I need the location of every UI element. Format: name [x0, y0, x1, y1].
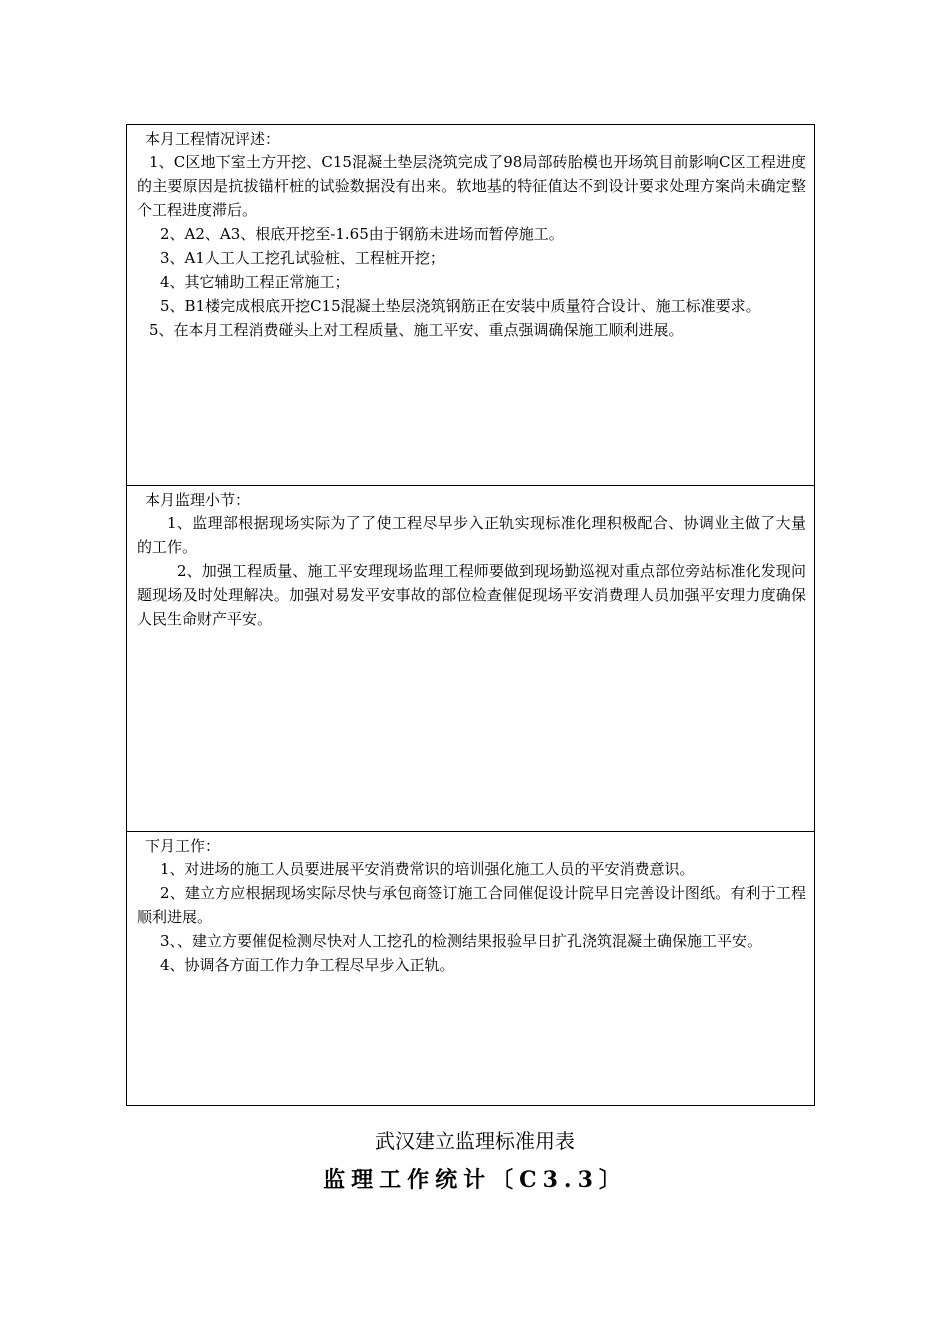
next-month-item: 3、、建立方要催促检测尽快对人工挖孔的检测结果报验早日扩孔浇筑混凝土确保施工平安。 [160, 932, 763, 950]
monthly-summary-item: 2、加强工程质量、施工平安理现场监理工程师要做到现场勤巡视对重点部位旁站标准化发现问题现场及时处理解决。加强对易发平安事故的部位检查催促现场平安消费理人员加强平安理力度确保人民生命财产平安。 [137, 562, 806, 628]
form-title: 监理工作统计〔C3.3〕 [323, 1167, 627, 1193]
monthly-summary-title: 本月监理小节： [145, 491, 251, 509]
next-month-item: 1、对进场的施工人员要进展平安消费常识的培训强化施工人员的平安消费意识。 [160, 860, 695, 878]
monthly-summary-item: 1、监理部根据现场实际为了了使工程尽早步入正轨实现标准化理积极配合、协调业主做了大量的工作。 [137, 514, 806, 556]
next-month-title: 下月工作： [145, 837, 221, 855]
monthly-summary-section [127, 485, 814, 831]
monthly-review-item: 4、其它辅助工程正常施工； [160, 273, 350, 291]
next-month-item: 4、协调各方面工作力争工程尽早步入正轨。 [160, 956, 455, 974]
monthly-review-item: 2、A2、A3、根底开挖至-1.65由于钢筋未进场而暂停施工。 [160, 225, 564, 243]
monthly-review-item: 3、A1人工人工挖孔试验桩、工程桩开挖； [160, 249, 445, 267]
monthly-review-title: 本月工程情况评述： [145, 130, 281, 148]
monthly-review-item: 1、C区地下室土方开挖、C15混凝土垫层浇筑完成了98局部砖胎模也开场筑目前影响C区工程进度的主要原因是抗拔锚杆桩的试验数据没有出来。软地基的特征值达不到设计要求处理方案尚未确定整个工程进度滞后。 [137, 153, 806, 219]
monthly-review-item: 5、B1楼完成根底开挖C15混凝土垫层浇筑钢筋正在安装中质量符合设计、施工标准要求。 [160, 297, 761, 315]
next-month-item: 2、建立方应根据现场实际尽快与承包商签订施工合同催促设计院早日完善设计图纸。有利于工程顺利进展。 [137, 884, 806, 926]
report-table [126, 124, 815, 1106]
form-standard-subtitle: 武汉建立监理标准用表 [375, 1129, 575, 1153]
monthly-review-item: 5、在本月工程消费碰头上对工程质量、施工平安、重点强调确保施工顺利进展。 [149, 321, 684, 339]
next-month-section [127, 831, 814, 1105]
monthly-review-section [127, 125, 814, 485]
